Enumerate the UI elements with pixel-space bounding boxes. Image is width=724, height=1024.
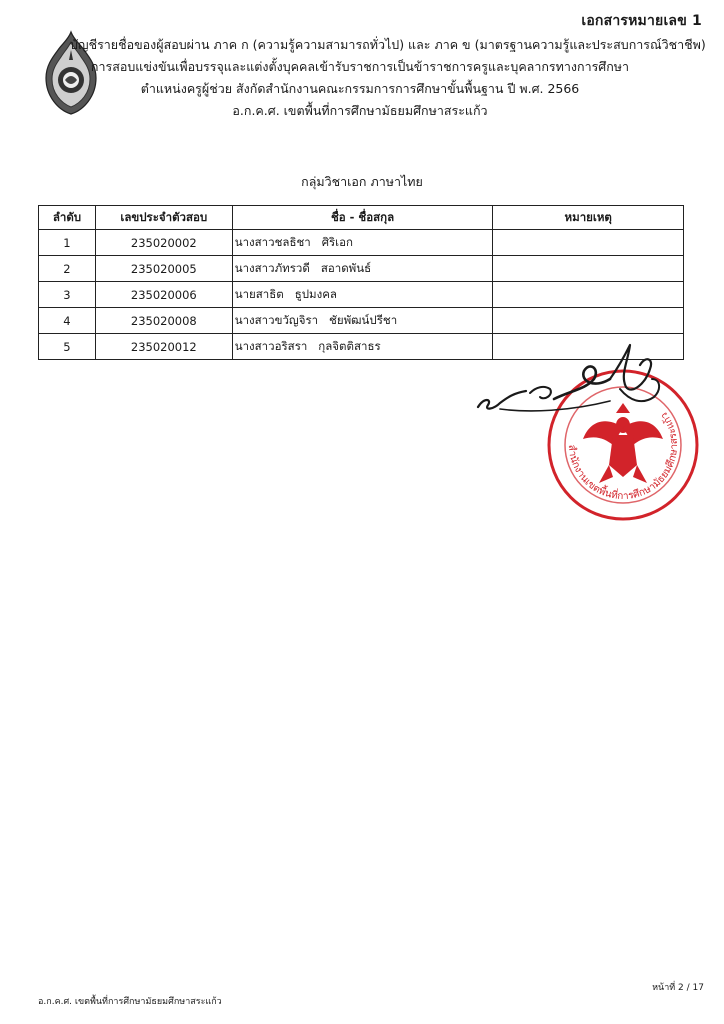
header-title-line-3: ตำแหน่งครูผู้ช่วย สังกัดสำนักงานคณะกรรมการการศึกษาขั้นพื้นฐาน ปี พ.ศ. 2566 (140, 81, 580, 96)
row-number: 1 (39, 230, 96, 256)
table-row (39, 282, 684, 308)
row-name: นางสาวขวัญจิรา ชัยพัฒน์ปรีชา (232, 308, 493, 334)
row-number: 3 (39, 282, 96, 308)
row-name: นางสาวอริสรา กุลจิตติสาธร (232, 334, 493, 360)
header-title-line-4: อ.ก.ค.ศ. เขตพื้นที่การศึกษามัธยมศึกษาสระแก้ว (232, 103, 488, 118)
document-number: เอกสารหมายเลข 1 (581, 13, 702, 29)
column-header-note: หมายเหตุ (493, 206, 684, 230)
document-header (70, 34, 706, 122)
row-number: 4 (39, 308, 96, 334)
footer-organization: อ.ก.ค.ศ. เขตพื้นที่การศึกษามัธยมศึกษาสระแก้ว (38, 997, 222, 1007)
subject-group-title: กลุ่มวิชาเอก ภาษาไทย (301, 174, 423, 189)
seal-text-path: สำนักงานเขตพื้นที่การศึกษามัธยมศึกษาสระแก้ว (565, 409, 681, 503)
table-row (39, 308, 684, 334)
column-header-exam-id: เลขประจำตัวสอบ (95, 206, 232, 230)
header-title-line-1: บัญชีรายชื่อของผู้สอบผ่าน ภาค ก (ความรู้ความสามารถทั่วไป) และ ภาค ข (มาตรฐานความรู้และประสบการณ์วิชาชีพ) (70, 37, 706, 52)
table-row (39, 256, 684, 282)
row-exam-id: 235020006 (95, 282, 232, 308)
row-note (493, 308, 684, 334)
signature (470, 335, 670, 425)
row-name: นางสาวชลธิชา ศิริเอก (232, 230, 493, 256)
table-row (39, 230, 684, 256)
header-title-line-2: การสอบแข่งขันเพื่อบรรจุและแต่งตั้งบุคคลเข้ารับราชการเป็นข้าราชการครูและบุคลากรทางการศึกษา (90, 59, 630, 74)
table-header-row (39, 206, 684, 230)
row-note (493, 230, 684, 256)
row-exam-id: 235020008 (95, 308, 232, 334)
column-header-number: ลำดับ (39, 206, 96, 230)
row-name: นางสาวภัทรวดี สอาดพันธ์ (232, 256, 493, 282)
row-exam-id: 235020002 (95, 230, 232, 256)
row-exam-id: 235020012 (95, 334, 232, 360)
row-number: 5 (39, 334, 96, 360)
row-number: 2 (39, 256, 96, 282)
row-note (493, 256, 684, 282)
row-exam-id: 235020005 (95, 256, 232, 282)
column-header-name: ชื่อ - ชื่อสกุล (232, 206, 493, 230)
page-number: หน้าที่ 2 / 17 (652, 983, 704, 993)
row-name: นายสาธิต ธูปมงคล (232, 282, 493, 308)
row-note (493, 282, 684, 308)
